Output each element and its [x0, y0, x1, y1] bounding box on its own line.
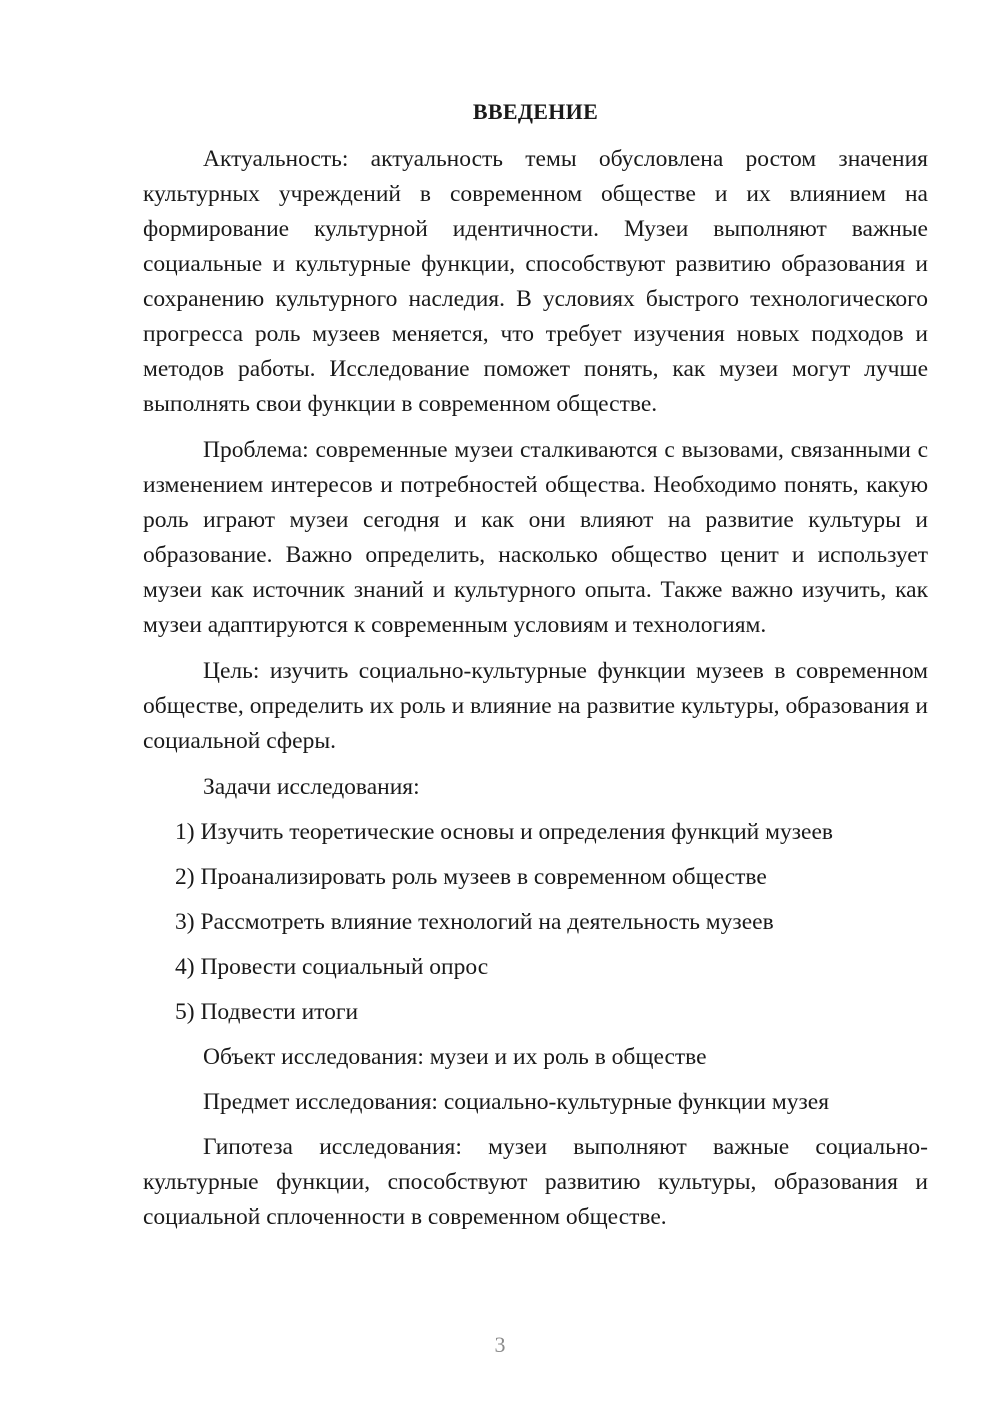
list-item: 3) Рассмотреть влияние технологий на деятельность музеев: [175, 909, 774, 935]
list-item: 4) Провести социальный опрос: [175, 954, 489, 980]
subject-paragraph: Предмет исследования: социально-культурные функции музея: [203, 1089, 829, 1115]
list-item: 1) Изучить теоретические основы и определения функций музеев: [175, 819, 833, 845]
list-item: 5) Подвести итоги: [175, 999, 359, 1025]
object-paragraph: Объект исследования: музеи и их роль в обществе: [203, 1044, 707, 1070]
hypothesis-paragraph: Гипотеза исследования: музеи выполняют важные социально-культурные функции, способствуют развитию культуры, образования и социальной сплоченности в современном обществе.: [143, 1134, 928, 1230]
document-page: [143, 94, 928, 1246]
goal-paragraph: Цель: изучить социально-культурные функции музеев в современном обществе, определить их роль и влияние на развитие культуры, образования и социальной сферы.: [143, 658, 928, 754]
tasks-heading: Задачи исследования:: [203, 774, 420, 800]
problem-paragraph: Проблема: современные музеи сталкиваются с вызовами, связанными с изменением интересов и потребностей общества. Необходимо понять, какую роль играют музеи сегодня и как они влияют на развитие культуры и образование. Важно определить, насколько общество ценит и использует музеи как источник знаний и культурного опыта. Также важно изучить, как музеи адаптируются к современным условиям и технологиям.: [143, 437, 928, 638]
tasks-list: [143, 815, 928, 1030]
page-number: 3: [494, 1332, 506, 1357]
section-title: ВВЕДЕНИЕ: [472, 99, 599, 124]
list-item: 2) Проанализировать роль музеев в современном обществе: [175, 864, 767, 890]
relevance-paragraph: Актуальность: актуальность темы обусловлена ростом значения культурных учреждений в современном обществе и их влиянием на формирование культурной идентичности. Музеи выполняют важные социальные и культурные функции, способствуют развитию образования и сохранению культурного наследия. В условиях быстрого технологического прогресса роль музеев меняется, что требует изучения новых подходов и методов работы. Исследование поможет понять, как музеи могут лучше выполнять свои функции в современном обществе.: [143, 146, 928, 417]
